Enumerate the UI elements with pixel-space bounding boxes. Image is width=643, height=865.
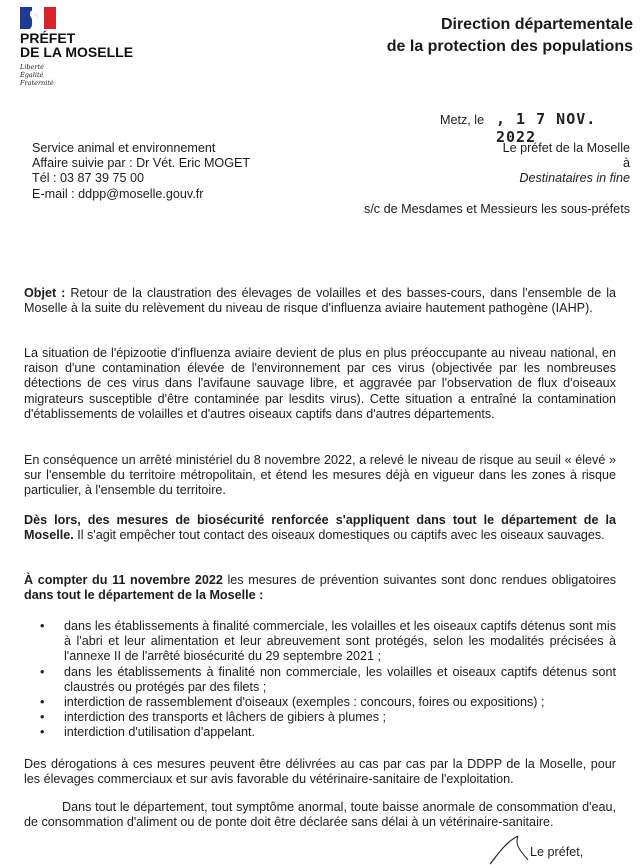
bullet-icon: • <box>40 725 45 740</box>
list-item <box>24 710 616 725</box>
list-item-text: interdiction d'utilisation d'appelant. <box>64 725 256 740</box>
paragraph-symptomes: Dans tout le département, tout symptôme anormal, toute baisse anormale de consommation d'eau, de consommation d'aliment ou de ponte doit être déclarée sans délai à un vétérinaire-sanitaire. <box>24 800 616 830</box>
date-stamp: , 1 7 NOV. 2022 <box>496 110 597 146</box>
marianne-logo-icon <box>20 7 56 29</box>
signature-mark-icon <box>488 834 538 865</box>
objet-label: Objet : <box>24 286 66 300</box>
objet-text: Retour de la claustration des élevages de volailles et des basses-cours, dans l'ensemble de la Moselle à la suite du relèvement du niveau de risque d'influenza aviaire hautement pathogène (IAHP). <box>24 286 616 316</box>
republic-motto <box>20 63 54 87</box>
mesures-scope-bold: dans tout le département de la Moselle : <box>24 588 264 603</box>
logo-de-la-moselle: DE LA MOSELLE <box>20 44 134 60</box>
sender-email: E-mail : ddpp@moselle.gouv.fr <box>32 186 204 201</box>
sender-service: Service animal et environnement <box>32 141 216 155</box>
logo-prefet: PRÉFET <box>20 30 76 46</box>
list-item-text: interdiction de rassemblement d'oiseaux (exemples : concours, foires ou expositions) ; <box>64 695 545 710</box>
sender-block <box>32 141 250 202</box>
bullet-icon: • <box>40 710 45 725</box>
place-label: Metz, le <box>440 113 485 127</box>
list-item <box>24 619 616 665</box>
objet-paragraph <box>24 286 616 316</box>
list-item <box>24 725 616 740</box>
mesures-date-bold: À compter du 11 novembre 2022 <box>24 573 223 587</box>
mesures-intro-text: les mesures de prévention suivantes sont donc rendues obligatoires <box>222 573 616 587</box>
list-item <box>24 695 616 710</box>
motto-egalite: Égalité <box>20 71 44 79</box>
paragraph-mesures-intro <box>24 573 616 603</box>
bullet-icon: • <box>40 664 45 679</box>
recipient-line-1: Le préfet de la Moselle <box>502 141 630 155</box>
bullet-icon: • <box>40 619 45 633</box>
paragraph-situation: La situation de l'épizootie d'influenza aviaire devient de plus en plus préoccupante au niveau national, en raison d'une contamination élevée de l'environnement par ces virus (objectivée par les nombreuses détections de ces virus dans l'avifaune sauvage libre, et aggravée par l'observation de flux d'oiseaux migrateurs susceptible d'être contaminée par lesdits virus). Cette situation a entraîné la contamination d'établissements de volailles et d'autres oiseaux captifs dans d'autres départements. <box>24 346 616 421</box>
sender-phone: Tél : 03 87 39 75 00 <box>32 171 145 186</box>
motto-fraternite: Fraternité <box>20 79 54 87</box>
paragraph-arrete: En conséquence un arrêté ministériel du 8 novembre 2022, a relevé le niveau de risque au seuil « élevé » sur l'ensemble du territoire métropolitain, et étend les mesures déjà en vigueur dans les zones à risque particulier, à l'ensemble du territoire. <box>24 453 616 498</box>
motto-liberte: Liberté <box>20 63 44 71</box>
direction-line-1: Direction départementale <box>440 16 633 33</box>
recipient-block <box>503 141 630 187</box>
recipient-line-4: s/c de Mesdames et Messieurs les sous-préfets <box>364 202 630 216</box>
biosecurite-bold: Dès lors, des mesures de biosécurité renforcée s'appliquent dans tout le département de la Moselle. <box>24 513 616 543</box>
bullet-icon: • <box>40 695 45 710</box>
recipient-line-2: à <box>622 156 630 171</box>
list-item <box>24 665 616 695</box>
sender-followed-by: Affaire suivie par : Dr Vét. Eric MOGET <box>32 156 251 171</box>
list-item-text: interdiction des transports et lâchers de gibiers à plumes ; <box>64 710 387 725</box>
direction-line-2: de la protection des populations <box>386 38 633 55</box>
measures-list <box>24 619 616 741</box>
paragraph-biosecurite <box>24 513 616 543</box>
paragraph-derogations: Des dérogations à ces mesures peuvent être délivrées au cas par cas par la DDPP de la Moselle, pour les élevages commerciaux et sur avis favorable du vétérinaire-sanitaire de l'exploitation. <box>24 757 616 787</box>
biosecurite-rest: Il s'agit empêcher tout contact des oiseaux domestiques ou captifs avec les oiseaux sauvages. <box>73 528 605 543</box>
signature-label: Le préfet, <box>530 845 584 859</box>
list-item-text: dans les établissements à finalité non commerciale, les volailles et oiseaux captifs détenus sont claustrés ou protégés par des filets ; <box>64 664 616 694</box>
list-item-text: dans les établissements à finalité commerciale, les volailles et les oiseaux captifs détenus sont mis à l'abri et leur alimentation et leur abreuvement sont protégés, selon les modalités précisées à l'annexe II de l'arrêté biosécurité du 29 septembre 2021 ; <box>64 619 616 664</box>
recipient-line-3: Destinataires in fine <box>519 171 630 186</box>
direction-heading <box>387 14 633 58</box>
